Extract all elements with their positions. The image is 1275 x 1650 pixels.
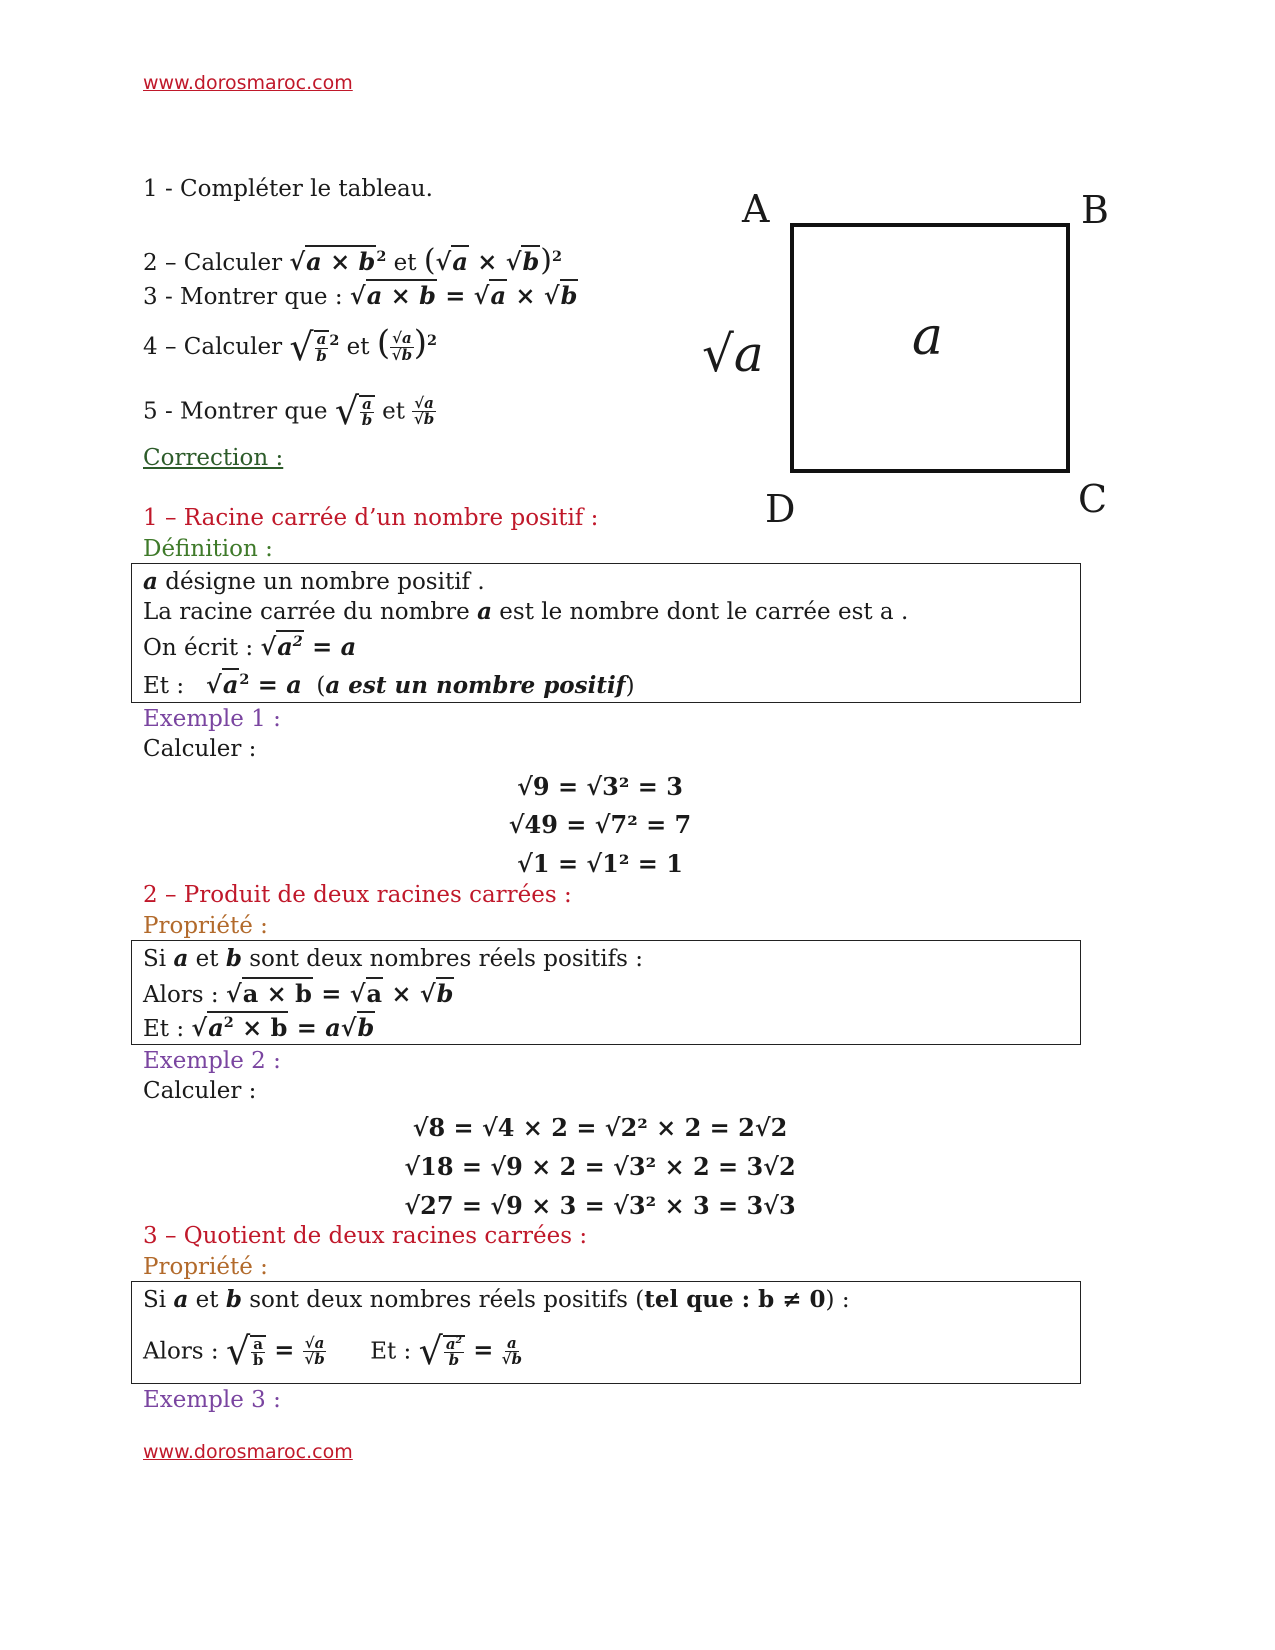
corner-a-label: A <box>742 187 770 231</box>
area-label: a <box>912 307 944 367</box>
question-2-and: et <box>393 250 417 276</box>
question-3-label: 3 - Montrer que : <box>143 284 343 310</box>
example-3-title: Exemple 3 : <box>143 1387 281 1413</box>
question-1: 1 - Compléter le tableau. <box>143 176 433 202</box>
definition-line-2: La racine carrée du nombre a est le nombre dont le carrée est a . <box>143 598 909 625</box>
corner-b-label: B <box>1081 188 1109 232</box>
corner-c-label: C <box>1078 477 1108 521</box>
question-5-label: 5 - Montrer que <box>143 398 328 425</box>
example-1-instruction: Calculer : <box>143 736 257 762</box>
example-1-line-3: √1 = √1² = 1 <box>517 849 683 878</box>
example-2-line-3: √27 = √9 × 3 = √3² × 3 = 3√3 <box>404 1191 796 1220</box>
question-2-formula-1: $√a \times b^2$ <box>289 247 387 276</box>
section-1-title: 1 – Racine carrée d’un nombre positif : <box>143 505 599 531</box>
definition-line-3: On écrit : $√a^2 = a$ <box>143 632 357 661</box>
definition-line-4: Et : $√a^2 = a$ (a est un nombre positif) <box>143 670 635 699</box>
example-1-line-2: √49 = √7² = 7 <box>508 810 692 839</box>
property-3-line-1: Si a et b sont deux nombres réels positifs (tel que : b ≠ 0) : <box>143 1286 850 1313</box>
question-3-formula: √a × b = √a × √b <box>349 281 578 310</box>
question-2 <box>143 242 562 280</box>
question-5-and: et <box>382 398 405 425</box>
question-5 <box>143 388 436 436</box>
question-2-formula-2: $(√a \times √b)^2$ <box>423 243 562 278</box>
section-3-subtitle: Propriété : <box>143 1254 268 1280</box>
question-2-label: 2 – Calculer <box>143 250 283 276</box>
property-2-box <box>131 940 1081 1045</box>
section-1-subtitle: Définition : <box>143 536 273 562</box>
corner-d-label: D <box>765 487 796 531</box>
section-2-subtitle: Propriété : <box>143 913 268 939</box>
example-2-instruction: Calculer : <box>143 1078 257 1104</box>
question-4-formula-1: √ $\frac{a}{b}$ $^2$ <box>289 324 340 369</box>
property-2-line-1: Si a et b sont deux nombres réels positifs : <box>143 945 643 972</box>
example-2-line-2: √18 = √9 × 2 = √3² × 2 = 3√2 <box>404 1152 796 1181</box>
side-label: √a <box>702 325 764 383</box>
example-2-title: Exemple 2 : <box>143 1048 281 1074</box>
definition-box <box>131 563 1081 703</box>
property-3-box <box>131 1281 1081 1384</box>
property-2-line-2: Alors : √a × b = √a × √b <box>143 979 454 1008</box>
example-1-title: Exemple 1 : <box>143 706 281 732</box>
question-4-and: et <box>346 334 370 360</box>
example-2-line-1: √8 = √4 × 2 = √2² × 2 = 2√2 <box>412 1113 788 1142</box>
property-3-line-2: Alors : √ $\frac{a}{b}$ = $\frac{√a}{√b}$ Et : √ $\frac{a^2}{b}$ = $\frac{a}{√b}$ <box>143 1329 523 1373</box>
correction-label: Correction : <box>143 445 284 471</box>
question-5-formula-1: √ $\frac{a}{b}$ <box>335 395 375 424</box>
section-2-title: 2 – Produit de deux racines carrées : <box>143 882 572 908</box>
header-link[interactable]: www.dorosmaroc.com <box>143 72 353 94</box>
property-2-line-3: Et : $√a^2 \times b = a√b$ <box>143 1013 375 1042</box>
question-4-label: 4 – Calculer <box>143 334 283 360</box>
section-3-title: 3 – Quotient de deux racines carrées : <box>143 1223 588 1249</box>
question-4 <box>143 322 437 371</box>
footer-link[interactable]: www.dorosmaroc.com <box>143 1441 353 1463</box>
example-1-line-1: √9 = √3² = 3 <box>517 772 683 801</box>
question-4-formula-2: ( $\frac{√a}{√b}$ )$^2$ <box>376 323 437 364</box>
definition-line-1: a désigne un nombre positif . <box>143 568 485 595</box>
question-5-formula-2: $\frac{√a}{√b}$ <box>413 393 435 429</box>
square-figure <box>700 185 1140 530</box>
question-3 <box>143 281 578 312</box>
